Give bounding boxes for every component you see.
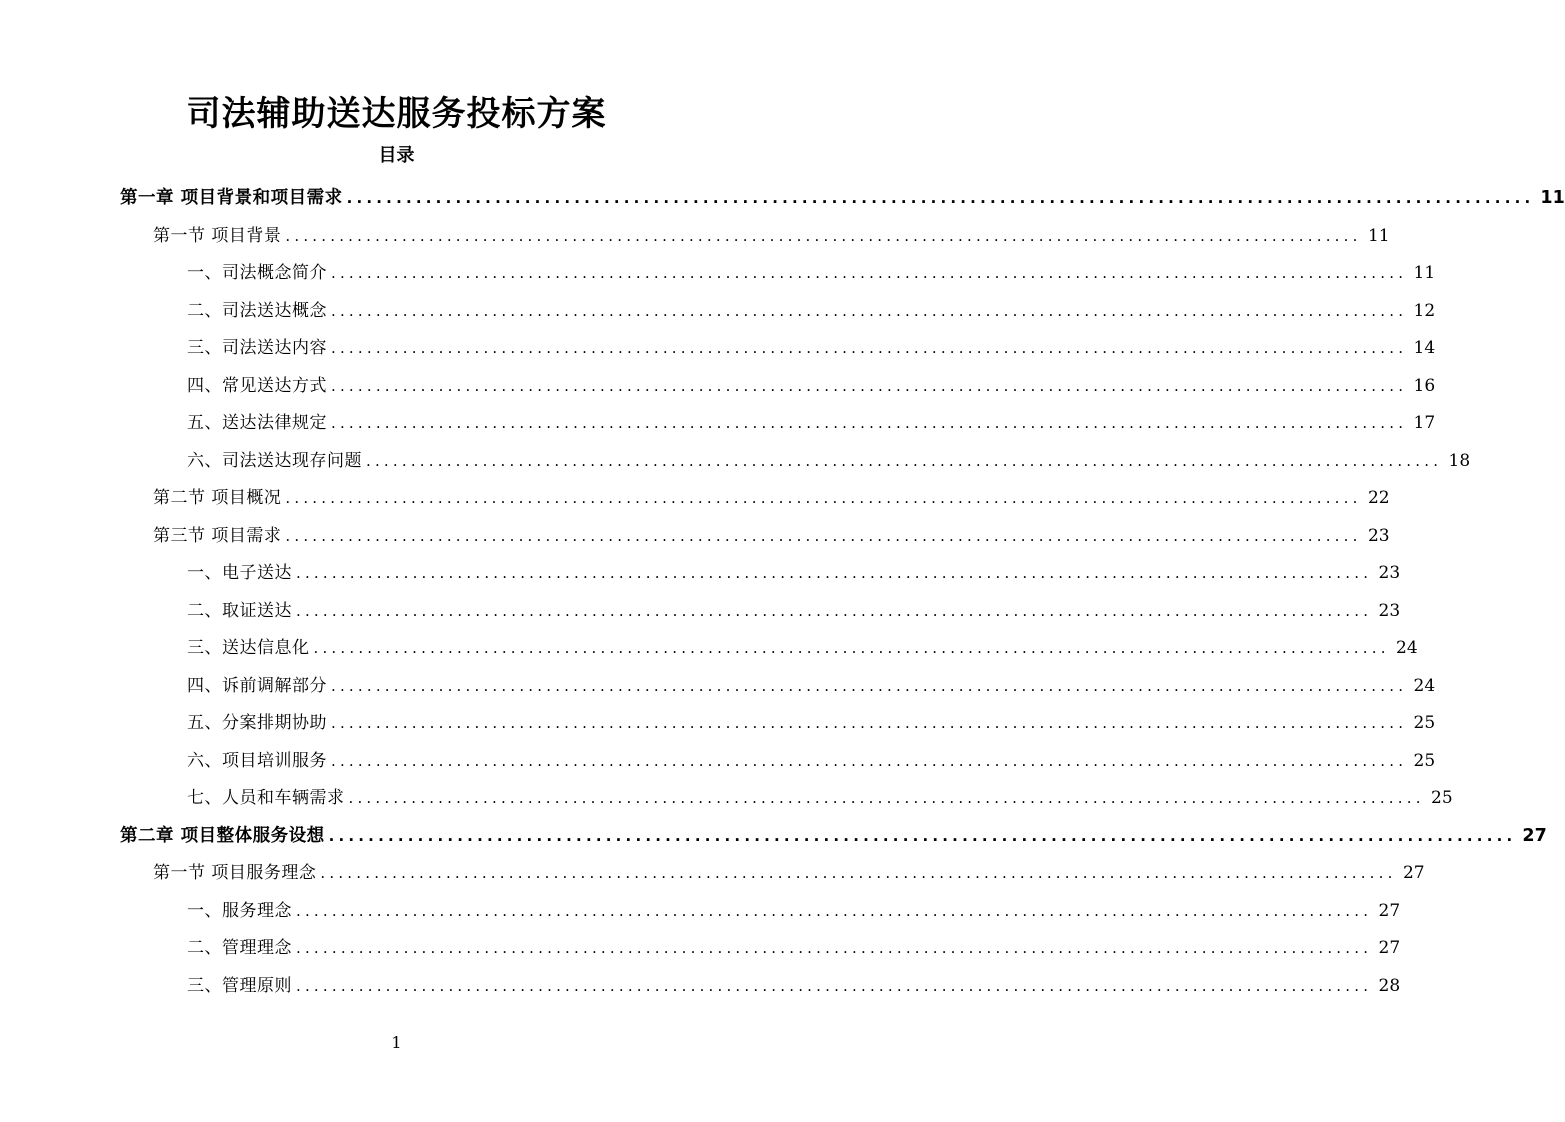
toc-entry-label: 六、项目培训服务 <box>187 750 327 771</box>
toc-dot-leader: ........................................................................................................................ <box>331 414 1408 432</box>
toc-subsection-entry[interactable] <box>120 743 1436 781</box>
toc-dot-leader: ........................................................................................................................ <box>331 751 1408 770</box>
toc-dot-leader: ........................................................................................................................ <box>313 639 1390 657</box>
toc-entry-label: 一、服务理念 <box>187 900 292 921</box>
toc-entry-page: 27 <box>1378 900 1401 921</box>
toc-chapter-entry[interactable] <box>120 818 1547 856</box>
toc-subsection-entry[interactable] <box>120 405 1436 443</box>
page-number: 1 <box>391 1033 402 1052</box>
toc-section-entry[interactable] <box>120 518 1390 556</box>
toc-entry-page: 11 <box>1367 225 1390 246</box>
toc-dot-leader: ........................................................................................................................ <box>296 939 1373 957</box>
toc-entry-page: 28 <box>1378 975 1401 996</box>
toc-dot-leader: ........................................................................................................................ <box>331 301 1408 320</box>
toc-subsection-entry[interactable] <box>120 443 1471 481</box>
toc-entry-page: 22 <box>1367 488 1390 508</box>
toc-subsection-entry[interactable] <box>120 705 1436 743</box>
toc-entry-page: 27 <box>1522 825 1547 846</box>
toc-subsection-entry[interactable] <box>120 893 1401 931</box>
table-of-contents <box>120 180 1565 1005</box>
toc-subsection-entry[interactable] <box>120 780 1453 818</box>
toc-chapter-entry[interactable] <box>120 180 1565 218</box>
toc-dot-leader: ........................................................................................................................ <box>285 489 1362 507</box>
toc-entry-label: 一、司法概念简介 <box>187 263 327 283</box>
toc-dot-leader: ........................................................................................................................ <box>331 376 1408 395</box>
toc-subsection-entry[interactable] <box>120 293 1436 331</box>
toc-entry-label: 二、管理理念 <box>187 938 292 958</box>
toc-dot-leader: ........................................................................................................................ <box>285 226 1362 245</box>
toc-subsection-entry[interactable] <box>120 555 1401 593</box>
toc-section-entry[interactable] <box>120 855 1425 893</box>
toc-subsection-entry[interactable] <box>120 255 1436 293</box>
toc-entry-page: 11 <box>1540 188 1565 208</box>
toc-dot-leader: ........................................................................................................................ <box>320 864 1397 882</box>
toc-dot-leader: ........................................................................................................................ <box>296 901 1373 920</box>
toc-dot-leader: ........................................................................................................................ <box>296 601 1373 620</box>
toc-entry-label: 第一章 项目背景和项目需求 <box>120 188 343 208</box>
toc-entry-label: 第三节 项目需求 <box>153 525 282 546</box>
toc-subsection-entry[interactable] <box>120 330 1436 368</box>
toc-dot-leader: ........................................................................................................................ <box>328 826 1517 845</box>
toc-entry-page: 18 <box>1448 450 1471 471</box>
toc-entry-label: 三、送达信息化 <box>187 638 310 658</box>
toc-dot-leader: ........................................................................................................................ <box>285 526 1362 545</box>
toc-entry-label: 第二章 项目整体服务设想 <box>120 825 325 846</box>
toc-entry-page: 16 <box>1413 375 1436 396</box>
toc-dot-leader: ........................................................................................................................ <box>346 189 1535 207</box>
toc-entry-page: 23 <box>1378 600 1401 621</box>
toc-entry-page: 14 <box>1413 338 1436 358</box>
toc-entry-page: 24 <box>1396 638 1418 658</box>
toc-subsection-entry[interactable] <box>120 968 1401 1006</box>
toc-entry-label: 六、司法送达现存问题 <box>187 450 362 471</box>
toc-entry-label: 三、管理原则 <box>187 975 292 996</box>
toc-entry-label: 四、常见送达方式 <box>187 375 327 396</box>
toc-subsection-entry[interactable] <box>120 930 1401 968</box>
toc-dot-leader: ........................................................................................................................ <box>331 264 1408 282</box>
toc-entry-label: 四、诉前调解部分 <box>187 675 327 696</box>
toc-entry-label: 一、电子送达 <box>187 563 292 583</box>
toc-dot-leader: ........................................................................................................................ <box>331 676 1408 695</box>
toc-dot-leader: ........................................................................................................................ <box>296 564 1373 582</box>
toc-dot-leader: ........................................................................................................................ <box>296 976 1373 995</box>
toc-dot-leader: ........................................................................................................................ <box>331 339 1408 357</box>
toc-heading: 目录 <box>378 145 415 166</box>
toc-entry-page: 24 <box>1413 675 1436 696</box>
toc-entry-page: 25 <box>1431 788 1453 808</box>
toc-entry-label: 三、司法送达内容 <box>187 338 327 358</box>
toc-section-entry[interactable] <box>120 218 1390 256</box>
toc-entry-label: 第一节 项目服务理念 <box>153 863 317 883</box>
toc-dot-leader: ........................................................................................................................ <box>331 714 1408 732</box>
toc-subsection-entry[interactable] <box>120 593 1401 631</box>
toc-entry-label: 五、分案排期协助 <box>187 713 327 733</box>
toc-entry-label: 第一节 项目背景 <box>153 225 282 246</box>
toc-entry-page: 27 <box>1402 863 1425 883</box>
toc-dot-leader: ........................................................................................................................ <box>366 451 1443 470</box>
toc-entry-page: 25 <box>1413 750 1436 771</box>
toc-subsection-entry[interactable] <box>120 668 1436 706</box>
toc-entry-page: 25 <box>1413 713 1436 733</box>
toc-entry-page: 23 <box>1378 563 1401 583</box>
toc-entry-page: 11 <box>1413 263 1436 283</box>
toc-dot-leader: ........................................................................................................................ <box>348 789 1425 807</box>
toc-entry-page: 23 <box>1367 525 1390 546</box>
toc-entry-label: 二、司法送达概念 <box>187 300 327 321</box>
toc-entry-label: 二、取证送达 <box>187 600 292 621</box>
toc-entry-label: 七、人员和车辆需求 <box>187 788 345 808</box>
toc-entry-page: 12 <box>1413 300 1436 321</box>
toc-entry-page: 17 <box>1413 413 1436 433</box>
toc-entry-label: 第二节 项目概况 <box>153 488 282 508</box>
toc-section-entry[interactable] <box>120 480 1390 518</box>
toc-entry-label: 五、送达法律规定 <box>187 413 327 433</box>
toc-entry-page: 27 <box>1378 938 1401 958</box>
document-title: 司法辅助送达服务投标方案 <box>186 94 607 134</box>
toc-subsection-entry[interactable] <box>120 368 1436 406</box>
toc-subsection-entry[interactable] <box>120 630 1418 668</box>
